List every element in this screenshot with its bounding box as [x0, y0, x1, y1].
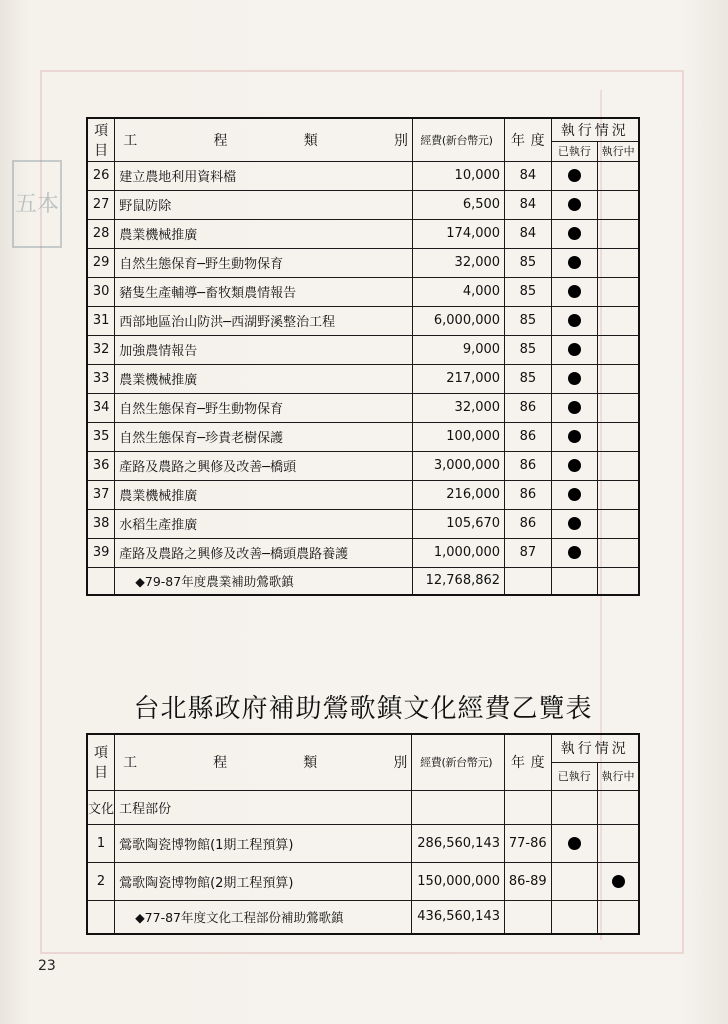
row-project-name: 水稻生產推廣 — [115, 509, 413, 538]
table-row — [87, 480, 639, 509]
row-project-name: 西部地區治山防洪─西湖野溪整治工程 — [115, 306, 413, 335]
row-project-name: 農業機械推廣 — [115, 480, 413, 509]
category-empty — [551, 790, 597, 824]
header-amount: 經費(新台幣元) — [413, 118, 505, 161]
row-amount: 4,000 — [413, 277, 505, 306]
executed-dot-icon — [568, 343, 581, 356]
table-row — [87, 248, 639, 277]
row-done — [551, 509, 598, 538]
row-done — [551, 277, 598, 306]
table-row — [87, 190, 639, 219]
category-empty — [598, 790, 639, 824]
table-header-row — [87, 734, 639, 762]
row-item-no: 27 — [87, 190, 115, 219]
row-year: 87 — [505, 538, 552, 567]
executed-dot-icon — [612, 875, 625, 888]
row-year: 86 — [505, 480, 552, 509]
category-empty — [412, 790, 505, 824]
row-project-name: 豬隻生產輔導─畜牧類農情報告 — [115, 277, 413, 306]
header-done: 已執行 — [551, 141, 598, 161]
row-project-name: 建立農地利用資料檔 — [115, 161, 413, 190]
row-project-name: 加強農情報告 — [115, 335, 413, 364]
total-row — [87, 900, 639, 934]
row-amount: 32,000 — [413, 248, 505, 277]
row-item-no: 1 — [87, 824, 115, 862]
table-row — [87, 824, 639, 862]
row-year: 86-89 — [505, 862, 552, 900]
header-name-char: 類 — [303, 755, 318, 772]
row-done — [551, 393, 598, 422]
row-year: 85 — [505, 306, 552, 335]
executed-dot-icon — [568, 169, 581, 182]
header-year-char: 度 — [530, 755, 545, 772]
row-done — [551, 190, 598, 219]
executed-dot-icon — [568, 401, 581, 414]
row-done — [551, 538, 598, 567]
total-amount: 12,768,862 — [413, 567, 505, 595]
row-project-name: 產路及農路之興修及改善─橋頭農路養護 — [115, 538, 413, 567]
row-item-no: 37 — [87, 480, 115, 509]
table-row — [87, 219, 639, 248]
row-in-progress — [598, 161, 639, 190]
table-body — [87, 161, 639, 595]
row-year: 77-86 — [505, 824, 552, 862]
row-done — [551, 480, 598, 509]
executed-dot-icon — [568, 256, 581, 269]
row-amount: 9,000 — [413, 335, 505, 364]
executed-dot-icon — [568, 430, 581, 443]
row-done — [551, 306, 598, 335]
total-row — [87, 567, 639, 595]
table-header-row — [87, 118, 639, 141]
row-item-no: 28 — [87, 219, 115, 248]
header-in-progress: 執行中 — [598, 762, 639, 790]
row-in-progress — [598, 277, 639, 306]
total-empty — [505, 900, 552, 934]
agriculture-subsidy-table — [86, 117, 640, 596]
row-done — [551, 335, 598, 364]
row-in-progress — [598, 335, 639, 364]
row-amount: 174,000 — [413, 219, 505, 248]
header-name-char: 工 — [123, 755, 138, 772]
row-in-progress — [598, 422, 639, 451]
row-in-progress — [598, 538, 639, 567]
category-row — [87, 790, 639, 824]
row-amount: 216,000 — [413, 480, 505, 509]
executed-dot-icon — [568, 198, 581, 211]
page-number: 23 — [38, 958, 56, 974]
header-item-no: 項目 — [87, 118, 115, 161]
row-in-progress — [598, 824, 639, 862]
row-project-name: 鶯歌陶瓷博物館(1期工程預算) — [115, 824, 412, 862]
header-item-no: 項目 — [87, 734, 115, 790]
header-year — [505, 118, 552, 161]
row-project-name: 農業機械推廣 — [115, 364, 413, 393]
row-done — [551, 364, 598, 393]
row-item-no: 39 — [87, 538, 115, 567]
header-project-type — [115, 734, 412, 790]
row-done — [551, 451, 598, 480]
table-row — [87, 509, 639, 538]
row-year: 84 — [505, 219, 552, 248]
executed-dot-icon — [568, 285, 581, 298]
row-amount: 105,670 — [413, 509, 505, 538]
header-name-char: 程 — [213, 755, 228, 772]
executed-dot-icon — [568, 837, 581, 850]
row-project-name: 農業機械推廣 — [115, 219, 413, 248]
total-amount: 436,560,143 — [412, 900, 505, 934]
total-empty — [598, 900, 639, 934]
row-in-progress — [598, 248, 639, 277]
row-amount: 286,560,143 — [412, 824, 505, 862]
row-done — [551, 824, 597, 862]
row-project-name: 自然生態保育─野生動物保育 — [115, 393, 413, 422]
culture-table-title: 台北縣政府補助鶯歌鎮文化經費乙覽表 — [133, 694, 593, 724]
header-name-char: 別 — [393, 755, 408, 772]
header-year-char: 年 — [511, 755, 525, 772]
total-empty — [551, 567, 598, 595]
table-row — [87, 422, 639, 451]
row-year: 86 — [505, 509, 552, 538]
header-year — [505, 734, 552, 790]
row-in-progress — [598, 862, 639, 900]
category-no: 文化 — [87, 790, 115, 824]
row-year: 85 — [505, 277, 552, 306]
row-in-progress — [598, 451, 639, 480]
row-year: 86 — [505, 393, 552, 422]
table-row — [87, 306, 639, 335]
row-project-name: 自然生態保育─珍貴老樹保護 — [115, 422, 413, 451]
row-amount: 6,500 — [413, 190, 505, 219]
row-year: 86 — [505, 451, 552, 480]
row-project-name: 自然生態保育─野生動物保育 — [115, 248, 413, 277]
row-year: 84 — [505, 190, 552, 219]
row-item-no: 34 — [87, 393, 115, 422]
row-item-no: 33 — [87, 364, 115, 393]
row-item-no: 38 — [87, 509, 115, 538]
row-in-progress — [598, 364, 639, 393]
row-year: 84 — [505, 161, 552, 190]
header-name-char: 類 — [303, 132, 318, 149]
row-amount: 6,000,000 — [413, 306, 505, 335]
row-done — [551, 422, 598, 451]
header-status: 執行情況 — [551, 118, 639, 141]
row-year: 85 — [505, 364, 552, 393]
row-item-no: 26 — [87, 161, 115, 190]
header-amount: 經費(新台幣元) — [412, 734, 505, 790]
table-row — [87, 161, 639, 190]
row-amount: 150,000,000 — [412, 862, 505, 900]
row-project-name: 鶯歌陶瓷博物館(2期工程預算) — [115, 862, 412, 900]
row-amount: 3,000,000 — [413, 451, 505, 480]
header-done: 已執行 — [551, 762, 597, 790]
header-name-char: 工 — [123, 132, 138, 149]
row-amount: 100,000 — [413, 422, 505, 451]
row-year: 86 — [505, 422, 552, 451]
table-row — [87, 393, 639, 422]
category-empty — [505, 790, 552, 824]
culture-subsidy-table — [86, 733, 640, 935]
executed-dot-icon — [568, 488, 581, 501]
executed-dot-icon — [568, 459, 581, 472]
total-label: ◆77-87年度文化工程部份補助鶯歌鎮 — [115, 900, 412, 934]
row-done — [551, 161, 598, 190]
executed-dot-icon — [568, 546, 581, 559]
row-year: 85 — [505, 248, 552, 277]
table-row — [87, 538, 639, 567]
row-item-no: 32 — [87, 335, 115, 364]
row-project-name: 野鼠防除 — [115, 190, 413, 219]
row-in-progress — [598, 393, 639, 422]
executed-dot-icon — [568, 314, 581, 327]
row-year: 85 — [505, 335, 552, 364]
table-row — [87, 335, 639, 364]
row-in-progress — [598, 219, 639, 248]
header-year-char: 年 — [511, 132, 526, 149]
total-label: ◆79-87年度農業補助鶯歌鎮 — [115, 567, 413, 595]
header-in-progress: 執行中 — [598, 141, 639, 161]
row-in-progress — [598, 480, 639, 509]
row-done — [551, 248, 598, 277]
table-row — [87, 862, 639, 900]
header-status: 執行情況 — [551, 734, 639, 762]
row-project-name: 產路及農路之興修及改善─橋頭 — [115, 451, 413, 480]
show-through-stamp — [12, 160, 62, 248]
total-empty — [505, 567, 552, 595]
header-name-char: 別 — [393, 132, 408, 149]
header-name-char: 程 — [213, 132, 228, 149]
header-year-char: 度 — [530, 132, 545, 149]
table-body — [87, 790, 639, 934]
row-amount: 32,000 — [413, 393, 505, 422]
executed-dot-icon — [568, 227, 581, 240]
row-in-progress — [598, 306, 639, 335]
row-item-no: 2 — [87, 862, 115, 900]
row-item-no: 35 — [87, 422, 115, 451]
table-row — [87, 364, 639, 393]
row-done — [551, 862, 597, 900]
row-item-no: 31 — [87, 306, 115, 335]
category-name: 工程部份 — [115, 790, 412, 824]
row-amount: 1,000,000 — [413, 538, 505, 567]
total-empty — [87, 900, 115, 934]
row-item-no: 29 — [87, 248, 115, 277]
row-in-progress — [598, 509, 639, 538]
executed-dot-icon — [568, 372, 581, 385]
stamp-text: 五本 — [14, 191, 59, 217]
row-done — [551, 219, 598, 248]
row-item-no: 30 — [87, 277, 115, 306]
header-project-type — [115, 118, 413, 161]
total-empty — [87, 567, 115, 595]
total-empty — [551, 900, 597, 934]
row-amount: 10,000 — [413, 161, 505, 190]
table-row — [87, 277, 639, 306]
executed-dot-icon — [568, 517, 581, 530]
total-empty — [598, 567, 639, 595]
row-in-progress — [598, 190, 639, 219]
row-amount: 217,000 — [413, 364, 505, 393]
table-row — [87, 451, 639, 480]
row-item-no: 36 — [87, 451, 115, 480]
